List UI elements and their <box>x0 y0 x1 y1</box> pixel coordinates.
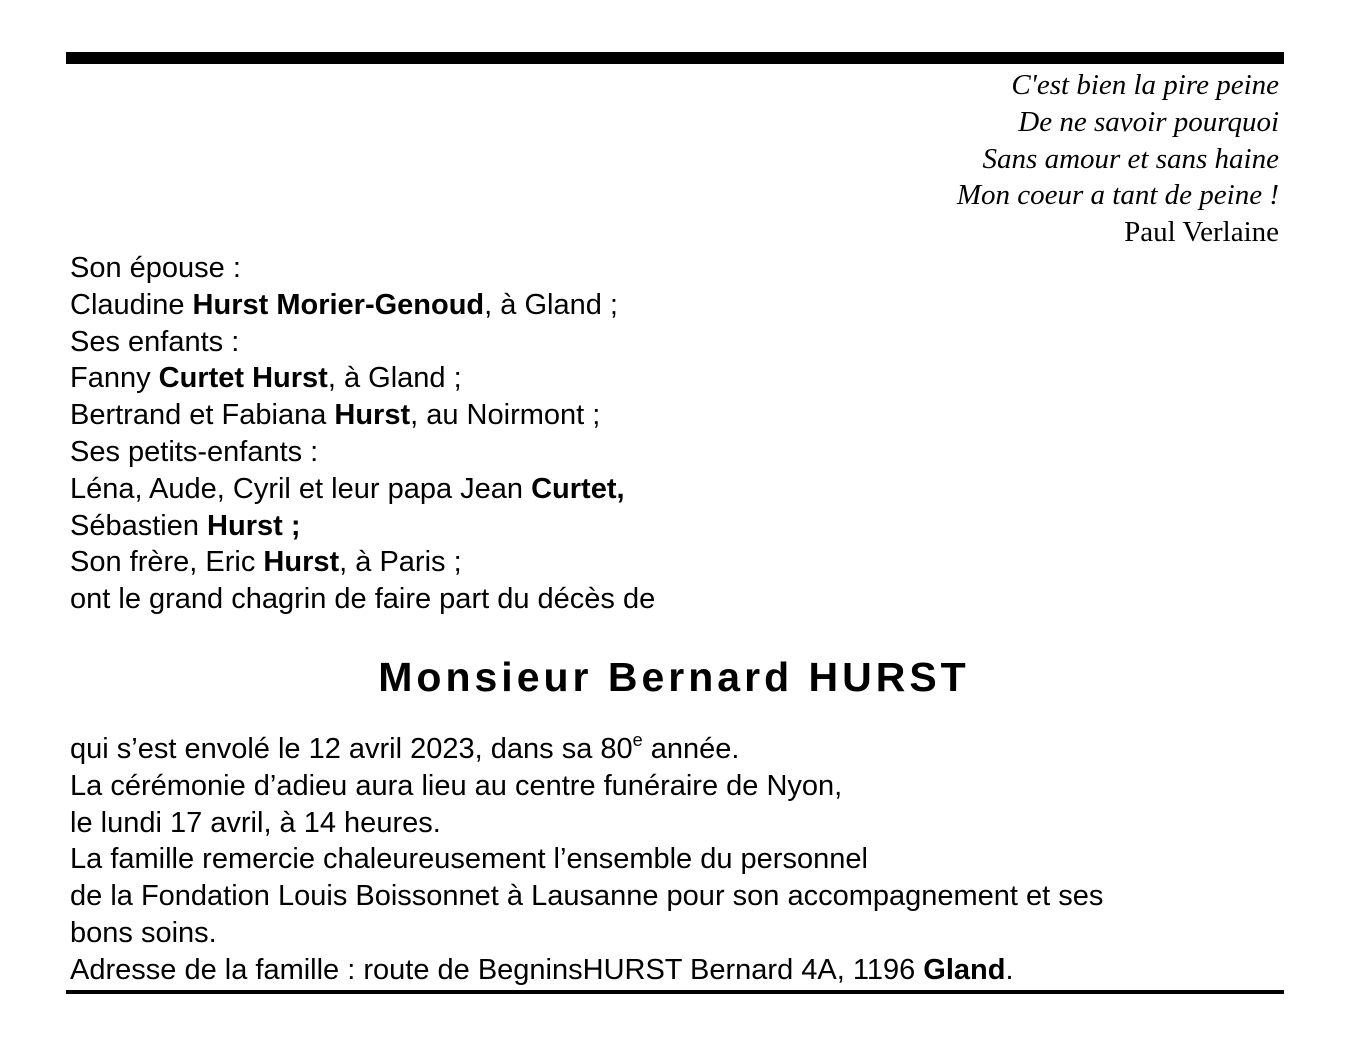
closing-line: ont le grand chagrin de faire part du décès de <box>70 583 656 616</box>
brother-surname: Hurst <box>263 546 340 579</box>
ceremony-details <box>70 731 1103 989</box>
poem-epigraph <box>957 67 1279 251</box>
thanks-line-2: de la Fondation Louis Boissonnet à Lausanne pour son accompagnement et ses <box>70 880 1104 913</box>
poem-line-3: Sans amour et sans haine <box>982 142 1279 175</box>
spouse-surname: Hurst Morier-Genoud <box>192 288 485 321</box>
grandchild-surname: Curtet, <box>531 472 625 505</box>
ceremony-location-line: La cérémonie d’adieu aura lieu au centre funéraire de Nyon, <box>70 769 843 802</box>
top-border-rule <box>66 52 1284 64</box>
bottom-border-rule <box>66 990 1284 994</box>
poem-line-4: Mon coeur a tant de peine ! <box>956 179 1279 212</box>
grandchild-row: Léna, Aude, Cyril et leur papa Jean Curtet, <box>70 472 625 505</box>
child-surname: Hurst <box>334 399 411 432</box>
thanks-line-1: La famille remercie chaleureusement l’ensemble du personnel <box>70 843 868 876</box>
family-announcement <box>70 250 655 618</box>
spouse-row: Claudine Hurst Morier-Genoud, à Gland ; <box>70 288 618 321</box>
child-row: Bertrand et Fabiana Hurst, au Noirmont ; <box>70 399 601 432</box>
brother-row: Son frère, Eric Hurst, à Paris ; <box>70 546 462 579</box>
grandchild-surname: Hurst ; <box>207 509 301 542</box>
spouse-heading: Son épouse : <box>70 252 241 284</box>
children-heading: Ses enfants : <box>70 325 240 358</box>
grandchild-row: Sébastien Hurst ; <box>70 509 301 542</box>
child-row: Fanny Curtet Hurst, à Gland ; <box>70 362 462 395</box>
grandchildren-heading: Ses petits-enfants : <box>70 435 319 468</box>
poem-line-2: De ne savoir pourquoi <box>1018 105 1279 138</box>
poem-line-1: C'est bien la pire peine <box>1011 69 1279 101</box>
address-city: Gland <box>923 953 1006 986</box>
ceremony-time-line: le lundi 17 avril, à 14 heures. <box>70 806 441 839</box>
child-surname: Curtet Hurst <box>158 362 328 395</box>
thanks-line-3: bons soins. <box>70 916 217 949</box>
deceased-name-heading: Monsieur Bernard HURST <box>378 654 970 700</box>
passing-date-line: qui s’est envolé le 12 avril 2023, dans sa 80e année. <box>70 730 740 765</box>
family-address-line: Adresse de la famille : route de BegninsHURST Bernard 4A, 1196 Gland. <box>70 953 1014 986</box>
poem-author: Paul Verlaine <box>1124 216 1279 249</box>
